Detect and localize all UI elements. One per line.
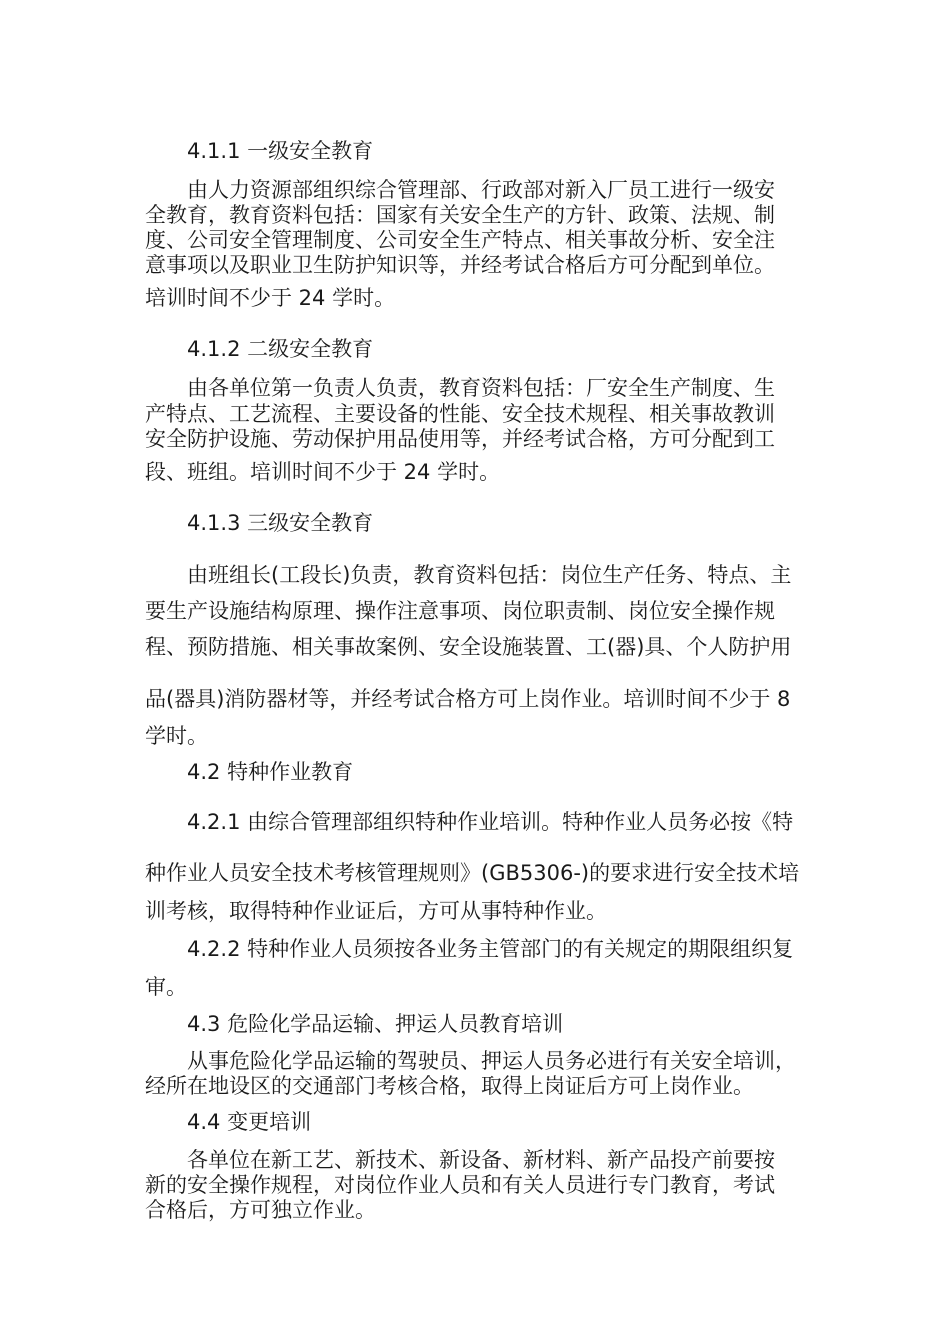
paragraph-line: 学时。 xyxy=(145,724,208,748)
paragraph-line: 各单位在新工艺、新技术、新设备、新材料、新产品投产前要按 xyxy=(187,1148,775,1172)
paragraph-line: 4.2.2 特种作业人员须按各业务主管部门的有关规定的期限组织复 xyxy=(187,937,794,961)
heading-4-2: 4.2 特种作业教育 xyxy=(187,760,354,784)
paragraph-line: 经所在地设区的交通部门考核合格，取得上岗证后方可上岗作业。 xyxy=(145,1074,754,1098)
paragraph-line: 审。 xyxy=(145,975,187,999)
paragraph-line: 品(器具)消防器材等，并经考试合格方可上岗作业。培训时间不少于 8 xyxy=(145,687,791,711)
paragraph-line: 全教育，教育资料包括：国家有关安全生产的方针、政策、法规、制 xyxy=(145,203,775,227)
paragraph-line: 产特点、工艺流程、主要设备的性能、安全技术规程、相关事故教训 xyxy=(145,402,775,426)
heading-4-4: 4.4 变更培训 xyxy=(187,1110,312,1134)
paragraph-line: 4.2.1 由综合管理部组织特种作业培训。特种作业人员务必按《特 xyxy=(187,810,794,834)
heading-4-1-1: 4.1.1 一级安全教育 xyxy=(187,139,374,163)
heading-4-1-3: 4.1.3 三级安全教育 xyxy=(187,511,374,535)
paragraph-line: 段、班组。培训时间不少于 24 学时。 xyxy=(145,460,501,484)
paragraph-line: 从事危险化学品运输的驾驶员、押运人员务必进行有关安全培训， xyxy=(187,1049,796,1073)
paragraph-line: 训考核，取得特种作业证后，方可从事特种作业。 xyxy=(145,899,607,923)
paragraph-line: 合格后，方可独立作业。 xyxy=(145,1198,376,1222)
paragraph-line: 新的安全操作规程，对岗位作业人员和有关人员进行专门教育，考试 xyxy=(145,1173,775,1197)
paragraph-line: 由各单位第一负责人负责，教育资料包括：厂安全生产制度、生 xyxy=(187,376,775,400)
paragraph-line: 由人力资源部组织综合管理部、行政部对新入厂员工进行一级安 xyxy=(187,178,775,202)
paragraph-line: 安全防护设施、劳动保护用品使用等，并经考试合格，方可分配到工 xyxy=(145,427,775,451)
heading-4-3: 4.3 危险化学品运输、押运人员教育培训 xyxy=(187,1012,564,1036)
paragraph-line: 程、预防措施、相关事故案例、安全设施装置、工(器)具、个人防护用 xyxy=(145,635,792,659)
heading-4-1-2: 4.1.2 二级安全教育 xyxy=(187,337,374,361)
paragraph-line: 意事项以及职业卫生防护知识等，并经考试合格后方可分配到单位。 xyxy=(145,253,775,277)
paragraph-line: 由班组长(工段长)负责，教育资料包括：岗位生产任务、特点、主 xyxy=(187,563,792,587)
paragraph-line: 种作业人员安全技术考核管理规则》(GB5306-)的要求进行安全技术培 xyxy=(145,861,800,885)
paragraph-line: 度、公司安全管理制度、公司安全生产特点、相关事故分析、安全注 xyxy=(145,228,775,252)
paragraph-line: 培训时间不少于 24 学时。 xyxy=(145,286,396,310)
paragraph-line: 要生产设施结构原理、操作注意事项、岗位职责制、岗位安全操作规 xyxy=(145,599,775,623)
